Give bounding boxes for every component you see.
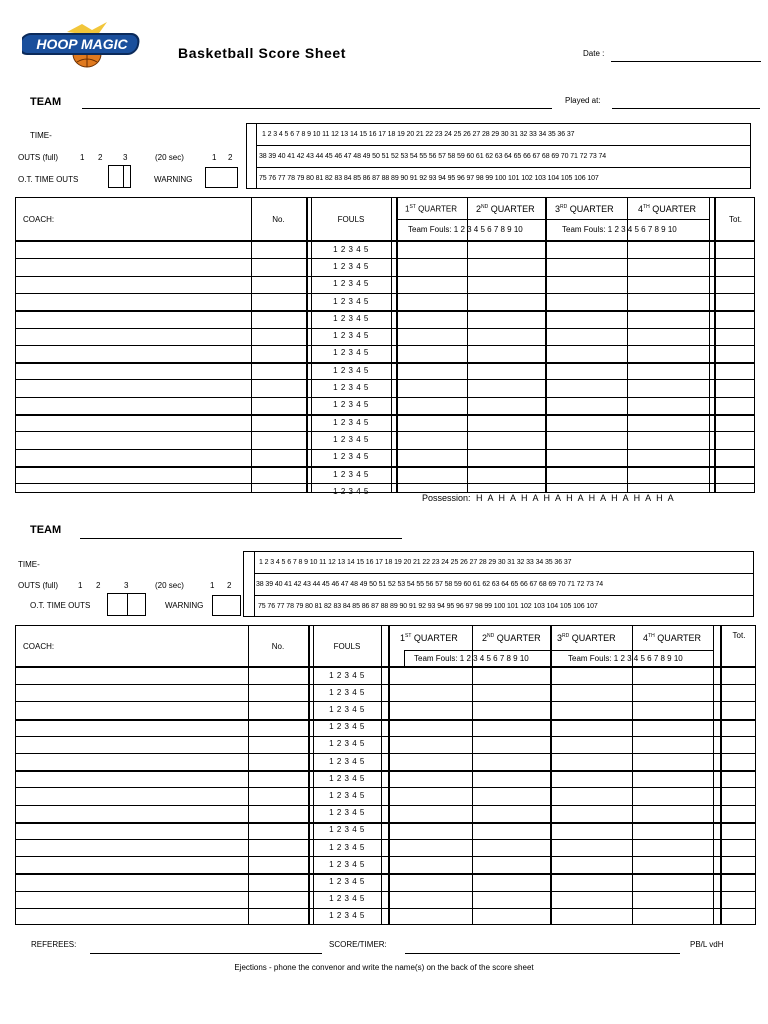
team-2-20sec-label: (20 sec) (155, 581, 184, 590)
logo-text: HOOP MAGIC (36, 36, 128, 52)
team-1-foul-marks[interactable]: 1 2 3 4 5 (333, 469, 369, 479)
team-2-foul-marks[interactable]: 1 2 3 4 5 (329, 842, 365, 852)
team-1-no-header: No. (272, 215, 285, 224)
team-1-20sec-1[interactable]: 1 (212, 153, 217, 162)
team-1-score-row-2[interactable]: 38 39 40 41 42 43 44 45 46 47 48 49 50 51 52 53 54 55 56 57 58 59 60 61 62 63 64 65 66 67 68 69 70 71 72 73 74 (259, 153, 607, 160)
team-2-warning-label: WARNING (165, 601, 204, 610)
team-1-coach-label: COACH: (23, 215, 55, 224)
score-timer-label: SCORE/TIMER: (329, 940, 387, 949)
team-2-foul-marks[interactable]: 1 2 3 4 5 (329, 670, 365, 680)
team-2-foul-marks[interactable]: 1 2 3 4 5 (329, 705, 365, 714)
ejections-note: Ejections - phone the convenor and write the name(s) on the back of the score sheet (234, 963, 534, 972)
team-2-player-row[interactable] (15, 787, 756, 804)
team-2-out-3[interactable]: 3 (124, 581, 129, 590)
team-2-foul-marks[interactable]: 1 2 3 4 5 (329, 877, 365, 886)
team-1-out-3[interactable]: 3 (123, 153, 128, 162)
team-1-warning-box[interactable] (205, 167, 238, 188)
team-2-warning-box[interactable] (212, 595, 241, 616)
played-at-field[interactable] (612, 108, 760, 109)
possession-tracker[interactable]: Possession: H A H A H A H A H A H A H A H A H A (422, 493, 674, 503)
team-1-foul-marks[interactable]: 1 2 3 4 5 (333, 486, 369, 496)
team-1-20sec-label: (20 sec) (155, 153, 184, 162)
team-2-q2-header: 2ND QUARTER (482, 633, 541, 643)
team-2-ot-label: O.T. TIME OUTS (30, 601, 91, 610)
team-2-q4-header: 4TH QUARTER (643, 633, 702, 643)
team-2-player-row[interactable] (15, 822, 756, 839)
team-1-q3-header: 3RD QUARTER (555, 204, 614, 214)
team-1-score-row-1[interactable]: 1 2 3 4 5 6 7 8 9 10 11 12 13 14 15 16 17 18 19 20 21 22 23 24 25 26 27 28 29 30 31 32 33 34 35 36 37 (262, 131, 575, 138)
referees-field[interactable] (90, 953, 322, 954)
team-2-foul-marks[interactable]: 1 2 3 4 5 (329, 791, 365, 800)
team-2-foul-marks[interactable]: 1 2 3 4 5 (329, 859, 365, 869)
team-2-team-fouls-half-1[interactable]: Team Fouls: 1 2 3 4 5 6 7 8 9 10 (414, 654, 529, 663)
team-2-player-row[interactable] (15, 873, 756, 890)
team-1-outs-label: OUTS (full) (18, 153, 58, 162)
team-1-foul-marks[interactable]: 1 2 3 4 5 (333, 331, 369, 341)
team-2-outs-label: OUTS (full) (18, 581, 58, 590)
team-2-out-2[interactable]: 2 (96, 581, 101, 590)
team-2-player-row[interactable] (15, 908, 756, 925)
played-at-label: Played at: (565, 96, 601, 105)
hoop-magic-logo (22, 22, 144, 70)
team-1-foul-marks[interactable]: 1 2 3 4 5 (333, 348, 369, 358)
team-1-foul-marks[interactable]: 1 2 3 4 5 (333, 417, 369, 427)
team-1-foul-marks[interactable]: 1 2 3 4 5 (333, 313, 369, 323)
team-1-fouls-header: FOULS (337, 215, 365, 224)
team-2-fouls-header: FOULS (333, 642, 361, 651)
team-1-foul-marks[interactable]: 1 2 3 4 5 (333, 279, 369, 289)
team-2-player-row[interactable] (15, 805, 756, 822)
team-1-score-row-3[interactable]: 75 76 77 78 79 80 81 82 83 84 85 86 87 88 89 90 91 92 93 94 95 96 97 98 99 100 101 102 103 104 105 106 107 (259, 175, 599, 182)
team-2-foul-marks[interactable]: 1 2 3 4 5 (329, 808, 365, 818)
team-2-20sec-1[interactable]: 1 (210, 581, 215, 590)
team-2-player-row[interactable] (15, 684, 756, 701)
team-1-name-field[interactable] (82, 108, 552, 109)
initials-text: PB/L vdH (690, 940, 724, 949)
team-2-foul-marks[interactable]: 1 2 3 4 5 (329, 756, 365, 766)
team-2-score-row-3[interactable]: 75 76 77 78 79 80 81 82 83 84 85 86 87 88 89 90 91 92 93 94 95 96 97 98 99 100 101 102 103 104 105 106 107 (258, 603, 598, 610)
team-1-foul-marks[interactable]: 1 2 3 4 5 (333, 452, 369, 462)
team-2-q1-header: 1ST QUARTER (400, 633, 458, 643)
team-2-out-1[interactable]: 1 (78, 581, 83, 590)
team-2-tot-header: Tot. (732, 631, 746, 640)
team-1-ot-box-1[interactable] (108, 165, 124, 188)
team-1-20sec-2[interactable]: 2 (228, 153, 233, 162)
team-2-name-field[interactable] (80, 538, 402, 539)
page-title: Basketball Score Sheet (178, 45, 347, 61)
team-2-ot-box-1[interactable] (107, 593, 128, 616)
team-1-ot-box-2[interactable] (123, 165, 131, 188)
team-2-team-fouls-half-2[interactable]: Team Fouls: 1 2 3 4 5 6 7 8 9 10 (568, 654, 683, 663)
team-1-out-1[interactable]: 1 (80, 153, 85, 162)
score-timer-field[interactable] (405, 953, 680, 954)
team-2-q3-header: 3RD QUARTER (557, 633, 616, 643)
team-2-player-row[interactable] (15, 839, 756, 856)
team-2-foul-marks[interactable]: 1 2 3 4 5 (329, 687, 365, 697)
team-2-player-row[interactable] (15, 770, 756, 787)
team-2-player-row[interactable] (15, 719, 756, 736)
team-2-no-header: No. (271, 642, 285, 651)
team-2-player-row[interactable] (15, 736, 756, 753)
team-2-time-label: TIME- (18, 560, 40, 569)
team-1-label: TEAM (30, 96, 62, 108)
team-1-out-2[interactable]: 2 (98, 153, 103, 162)
team-2-player-row[interactable] (15, 667, 756, 684)
team-2-player-row[interactable] (15, 753, 756, 770)
team-2-foul-marks[interactable]: 1 2 3 4 5 (329, 911, 365, 921)
team-2-score-row-1[interactable]: 1 2 3 4 5 6 7 8 9 10 11 12 13 14 15 16 17 18 19 20 21 22 23 24 25 26 27 28 29 30 31 32 33 34 35 36 37 (259, 559, 572, 566)
team-1-q4-header: 4TH QUARTER (638, 204, 697, 214)
team-1-warning-label: WARNING (154, 175, 193, 184)
team-1-q2-header: 2ND QUARTER (476, 204, 535, 214)
team-2-player-row[interactable] (15, 856, 756, 873)
team-1-foul-marks[interactable]: 1 2 3 4 5 (333, 365, 369, 375)
team-2-foul-marks[interactable]: 1 2 3 4 5 (329, 773, 365, 783)
date-field[interactable] (611, 61, 761, 62)
team-1-foul-marks[interactable]: 1 2 3 4 5 (333, 400, 369, 410)
team-1-foul-marks[interactable]: 1 2 3 4 5 (333, 296, 369, 306)
team-2-foul-marks[interactable]: 1 2 3 4 5 (329, 739, 365, 749)
team-1-foul-marks[interactable]: 1 2 3 4 5 (333, 261, 369, 271)
team-1-foul-marks[interactable]: 1 2 3 4 5 (333, 383, 369, 393)
team-2-foul-marks[interactable]: 1 2 3 4 5 (329, 722, 365, 732)
team-2-ot-box-2[interactable] (127, 593, 146, 616)
team-2-player-row[interactable] (15, 701, 756, 718)
team-1-tot-header: Tot. (729, 215, 742, 224)
team-2-foul-marks[interactable]: 1 2 3 4 5 (329, 825, 365, 835)
team-2-20sec-2[interactable]: 2 (227, 581, 232, 590)
team-1-q1-header: 1ST QUARTER (405, 204, 458, 214)
referees-label: REFEREES: (31, 940, 77, 949)
team-1-team-fouls-half-2[interactable]: Team Fouls: 1 2 3 4 5 6 7 8 9 10 (562, 225, 677, 234)
team-2-score-row-2[interactable]: 38 39 40 41 42 43 44 45 46 47 48 49 50 51 52 53 54 55 56 57 58 59 60 61 62 63 64 65 66 67 68 69 70 71 72 73 74 (256, 581, 604, 588)
team-2-player-row[interactable] (15, 891, 756, 908)
team-2-coach-label: COACH: (23, 642, 55, 651)
team-1-foul-marks[interactable]: 1 2 3 4 5 (333, 434, 369, 444)
team-2-foul-marks[interactable]: 1 2 3 4 5 (329, 894, 365, 904)
team-1-ot-label: O.T. TIME OUTS (18, 175, 79, 184)
team-1-time-label: TIME- (30, 131, 52, 140)
team-1-team-fouls-half-1[interactable]: Team Fouls: 1 2 3 4 5 6 7 8 9 10 (408, 225, 523, 234)
team-1-foul-marks[interactable]: 1 2 3 4 5 (333, 244, 369, 254)
team-2-label: TEAM (30, 524, 62, 536)
date-label: Date : (583, 49, 605, 58)
